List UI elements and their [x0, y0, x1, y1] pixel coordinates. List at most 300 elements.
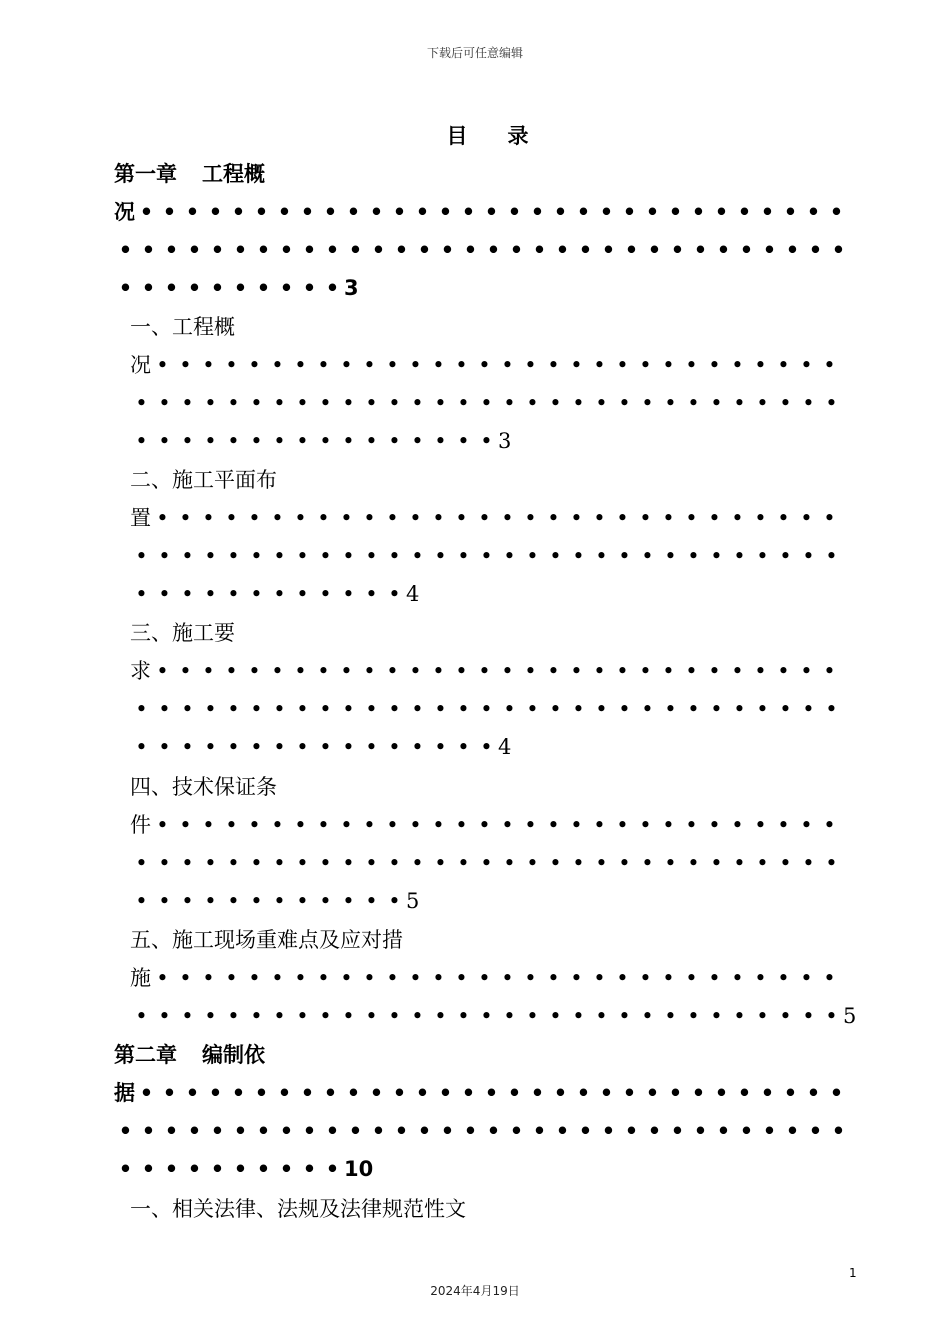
leader-dot: •	[340, 353, 353, 377]
leader-dot: •	[455, 813, 468, 837]
leader-dot: •	[432, 659, 445, 683]
leader-dot: •	[549, 391, 562, 415]
toc-chapter-2-heading[interactable]	[114, 1036, 265, 1074]
leader-dot: •	[641, 697, 654, 721]
leader-dot: •	[363, 659, 376, 683]
leader-dot: •	[273, 697, 286, 721]
leader-dot: •	[208, 1081, 223, 1105]
leader-dot: •	[409, 506, 422, 530]
leader-dot: •	[530, 200, 545, 224]
leader-dot: •	[135, 582, 148, 606]
leader-dot: •	[662, 813, 675, 837]
toc-section-1-heading[interactable]	[130, 308, 235, 346]
toc-section-4-leader-1[interactable]	[130, 806, 841, 844]
leader-dot: •	[204, 697, 217, 721]
leader-dot: •	[480, 544, 493, 568]
leader-dot: •	[273, 582, 286, 606]
leader-dot: •	[248, 659, 261, 683]
leader-dot: •	[618, 391, 631, 415]
leader-dot: •	[181, 429, 194, 453]
leader-dot: •	[388, 1004, 401, 1028]
leader-dot: •	[779, 391, 792, 415]
toc-chapter-1-heading[interactable]	[114, 155, 265, 193]
leader-dot: •	[388, 544, 401, 568]
toc-chapter-1-leader-1[interactable]	[114, 193, 848, 231]
leader-dot: •	[779, 1004, 792, 1028]
leader-dot: •	[641, 544, 654, 568]
leader-dot: •	[179, 506, 192, 530]
leader-dot: •	[210, 238, 225, 262]
leader-dot: •	[478, 659, 491, 683]
leader-dot: •	[595, 1004, 608, 1028]
leader-dot: •	[685, 353, 698, 377]
leader-dot: •	[731, 353, 744, 377]
leader-dot: •	[204, 429, 217, 453]
leader-dot: •	[434, 735, 447, 759]
leader-dot: •	[716, 238, 731, 262]
leader-dot: •	[164, 1157, 179, 1181]
leader-dot: •	[185, 1081, 200, 1105]
leader-dot: •	[693, 238, 708, 262]
leader-dot: •	[135, 851, 148, 875]
leader-dot: •	[248, 813, 261, 837]
leader-dot: •	[553, 200, 568, 224]
leader-dot: •	[256, 1119, 271, 1143]
leader-dot: •	[733, 391, 746, 415]
leader-dot: •	[599, 1081, 614, 1105]
leader-dot: •	[825, 697, 838, 721]
leader-dot: •	[691, 1081, 706, 1105]
leader-dot: •	[411, 391, 424, 415]
leader-dot: •	[365, 429, 378, 453]
leader-dot: •	[181, 851, 194, 875]
leader-dot: •	[294, 506, 307, 530]
leader-dot: •	[708, 659, 721, 683]
leader-dot: •	[141, 1157, 156, 1181]
leader-dot: •	[369, 1081, 384, 1105]
leader-dot: •	[622, 200, 637, 224]
toc-chapter-1-leader-2	[114, 231, 850, 269]
leader-dot: •	[273, 391, 286, 415]
leader-dot: •	[480, 391, 493, 415]
leader-dot: •	[210, 1157, 225, 1181]
leader-dot: •	[501, 659, 514, 683]
leader-dot: •	[599, 200, 614, 224]
leader-dot: •	[572, 1004, 585, 1028]
leader-dot: •	[645, 200, 660, 224]
leader-dot: •	[756, 391, 769, 415]
leader-dot: •	[618, 851, 631, 875]
leader-dot: •	[555, 238, 570, 262]
leader-dot: •	[227, 1004, 240, 1028]
leader-dot: •	[691, 200, 706, 224]
leader-dot: •	[118, 1119, 133, 1143]
leader-dot: •	[319, 851, 332, 875]
leader-dot: •	[507, 1081, 522, 1105]
chapter-2-title: 编制依	[202, 1043, 265, 1067]
leader-dot: •	[687, 544, 700, 568]
leader-dot: •	[480, 697, 493, 721]
leader-dot: •	[365, 1004, 378, 1028]
leader-dot: •	[693, 1119, 708, 1143]
leader-dot: •	[135, 544, 148, 568]
leader-dot: •	[662, 966, 675, 990]
leader-dot: •	[254, 200, 269, 224]
leader-dot: •	[777, 659, 790, 683]
toc-section-2-leader-2	[130, 537, 843, 575]
leader-dot: •	[432, 813, 445, 837]
leader-dot: •	[342, 697, 355, 721]
leader-dot: •	[595, 544, 608, 568]
leader-dot: •	[250, 429, 263, 453]
leader-dot: •	[139, 1081, 154, 1105]
section-5-label: 五、施工现场重难点及应对措	[130, 928, 403, 952]
leader-dot: •	[365, 851, 378, 875]
toc-section-1-leader-2	[130, 384, 843, 422]
leader-dot: •	[325, 276, 340, 300]
leader-dot: •	[256, 238, 271, 262]
leader-dot: •	[714, 1081, 729, 1105]
section-5-title-end: 施	[130, 966, 151, 990]
leader-dot: •	[823, 659, 836, 683]
leader-dot: •	[731, 659, 744, 683]
leader-dot: •	[296, 697, 309, 721]
leader-dot: •	[463, 1119, 478, 1143]
section-4-page: 5	[406, 889, 420, 913]
leader-dot: •	[779, 544, 792, 568]
chapter-1-page: 3	[344, 276, 359, 300]
leader-dot: •	[779, 851, 792, 875]
leader-dot: •	[346, 200, 361, 224]
leader-dot: •	[639, 966, 652, 990]
leader-dot: •	[141, 1119, 156, 1143]
leader-dot: •	[624, 1119, 639, 1143]
leader-dot: •	[601, 238, 616, 262]
leader-dot: •	[233, 276, 248, 300]
dot-leader	[130, 851, 843, 875]
leader-dot: •	[409, 966, 422, 990]
leader-dot: •	[806, 200, 821, 224]
leader-dot: •	[227, 429, 240, 453]
leader-dot: •	[179, 353, 192, 377]
leader-dot: •	[118, 1157, 133, 1181]
leader-dot: •	[187, 276, 202, 300]
leader-dot: •	[135, 697, 148, 721]
leader-dot: •	[762, 1119, 777, 1143]
leader-dot: •	[187, 238, 202, 262]
leader-dot: •	[670, 238, 685, 262]
leader-dot: •	[455, 506, 468, 530]
toc-section-5-leader-1[interactable]	[130, 959, 841, 997]
leader-dot: •	[227, 391, 240, 415]
dot-leader	[130, 889, 406, 913]
leader-dot: •	[687, 697, 700, 721]
leader-dot: •	[532, 238, 547, 262]
leader-dot: •	[570, 506, 583, 530]
leader-dot: •	[139, 200, 154, 224]
leader-dot: •	[371, 238, 386, 262]
leader-dot: •	[434, 1004, 447, 1028]
leader-dot: •	[576, 1081, 591, 1105]
leader-dot: •	[478, 813, 491, 837]
leader-dot: •	[179, 659, 192, 683]
leader-dot: •	[156, 813, 169, 837]
section-1-page: 3	[498, 429, 512, 453]
leader-dot: •	[411, 429, 424, 453]
dot-leader	[135, 200, 848, 224]
leader-dot: •	[302, 238, 317, 262]
leader-dot: •	[685, 966, 698, 990]
leader-dot: •	[434, 697, 447, 721]
leader-dot: •	[204, 582, 217, 606]
toc-section-2-heading[interactable]	[130, 461, 277, 499]
leader-dot: •	[271, 966, 284, 990]
leader-dot: •	[478, 506, 491, 530]
leader-dot: •	[296, 889, 309, 913]
leader-dot: •	[616, 353, 629, 377]
leader-dot: •	[271, 353, 284, 377]
leader-dot: •	[434, 544, 447, 568]
leader-dot: •	[365, 697, 378, 721]
leader-dot: •	[158, 697, 171, 721]
toc-chapter-2-leader-3	[114, 1150, 373, 1188]
page-footer-date: 2024年4月19日	[430, 1284, 520, 1298]
leader-dot: •	[484, 1081, 499, 1105]
leader-dot: •	[549, 1004, 562, 1028]
leader-dot: •	[158, 889, 171, 913]
leader-dot: •	[279, 276, 294, 300]
leader-dot: •	[204, 544, 217, 568]
toc-section-1-leader-1[interactable]	[130, 346, 841, 384]
leader-dot: •	[733, 851, 746, 875]
leader-dot: •	[162, 1081, 177, 1105]
leader-dot: •	[785, 1119, 800, 1143]
leader-dot: •	[248, 506, 261, 530]
leader-dot: •	[624, 238, 639, 262]
leader-dot: •	[340, 659, 353, 683]
leader-dot: •	[668, 200, 683, 224]
leader-dot: •	[461, 200, 476, 224]
leader-dot: •	[225, 966, 238, 990]
leader-dot: •	[754, 506, 767, 530]
leader-dot: •	[664, 544, 677, 568]
leader-dot: •	[417, 238, 432, 262]
leader-dot: •	[664, 851, 677, 875]
leader-dot: •	[509, 238, 524, 262]
section-3-page: 4	[498, 735, 512, 759]
leader-dot: •	[641, 1004, 654, 1028]
leader-dot: •	[225, 353, 238, 377]
leader-dot: •	[388, 429, 401, 453]
leader-dot: •	[415, 1081, 430, 1105]
leader-dot: •	[135, 735, 148, 759]
leader-dot: •	[181, 735, 194, 759]
leader-dot: •	[570, 966, 583, 990]
leader-dot: •	[342, 429, 355, 453]
leader-dot: •	[181, 1004, 194, 1028]
leader-dot: •	[733, 1004, 746, 1028]
leader-dot: •	[135, 1004, 148, 1028]
leader-dot: •	[457, 544, 470, 568]
leader-dot: •	[601, 1119, 616, 1143]
toc-section-6-heading[interactable]	[130, 1190, 466, 1228]
leader-dot: •	[503, 391, 516, 415]
leader-dot: •	[227, 544, 240, 568]
toc-section-2-leader-1[interactable]	[130, 499, 841, 537]
toc-section-5-leader-2	[130, 997, 856, 1035]
leader-dot: •	[570, 813, 583, 837]
leader-dot: •	[317, 813, 330, 837]
leader-dot: •	[547, 353, 560, 377]
leader-dot: •	[386, 353, 399, 377]
leader-dot: •	[342, 582, 355, 606]
leader-dot: •	[739, 238, 754, 262]
leader-dot: •	[225, 813, 238, 837]
leader-dot: •	[733, 697, 746, 721]
leader-dot: •	[158, 851, 171, 875]
leader-dot: •	[250, 544, 263, 568]
leader-dot: •	[204, 889, 217, 913]
toc-section-3-leader-3	[130, 728, 511, 766]
leader-dot: •	[202, 813, 215, 837]
leader-dot: •	[639, 659, 652, 683]
leader-dot: •	[710, 391, 723, 415]
leader-dot: •	[503, 1004, 516, 1028]
leader-dot: •	[593, 966, 606, 990]
leader-dot: •	[273, 735, 286, 759]
leader-dot: •	[754, 353, 767, 377]
leader-dot: •	[524, 966, 537, 990]
leader-dot: •	[158, 1004, 171, 1028]
leader-dot: •	[273, 851, 286, 875]
leader-dot: •	[277, 200, 292, 224]
leader-dot: •	[365, 735, 378, 759]
toc-section-3-heading[interactable]	[130, 614, 235, 652]
leader-dot: •	[296, 735, 309, 759]
leader-dot: •	[185, 200, 200, 224]
leader-dot: •	[233, 1119, 248, 1143]
leader-dot: •	[662, 659, 675, 683]
leader-dot: •	[158, 391, 171, 415]
leader-dot: •	[739, 1119, 754, 1143]
leader-dot: •	[618, 544, 631, 568]
leader-dot: •	[685, 813, 698, 837]
leader-dot: •	[478, 966, 491, 990]
leader-dot: •	[480, 429, 493, 453]
leader-dot: •	[363, 966, 376, 990]
leader-dot: •	[388, 851, 401, 875]
toc-chapter-2-leader-1[interactable]	[114, 1074, 848, 1112]
leader-dot: •	[777, 966, 790, 990]
leader-dot: •	[503, 851, 516, 875]
leader-dot: •	[179, 966, 192, 990]
toc-section-3-leader-1[interactable]	[130, 652, 841, 690]
dot-leader	[114, 238, 850, 262]
leader-dot: •	[664, 697, 677, 721]
leader-dot: •	[319, 735, 332, 759]
leader-dot: •	[578, 238, 593, 262]
leader-dot: •	[392, 200, 407, 224]
leader-dot: •	[409, 353, 422, 377]
leader-dot: •	[647, 1119, 662, 1143]
leader-dot: •	[254, 1081, 269, 1105]
leader-dot: •	[231, 200, 246, 224]
leader-dot: •	[348, 1119, 363, 1143]
leader-dot: •	[570, 353, 583, 377]
leader-dot: •	[227, 697, 240, 721]
toc-section-4-heading[interactable]	[130, 768, 277, 806]
leader-dot: •	[457, 735, 470, 759]
leader-dot: •	[365, 889, 378, 913]
leader-dot: •	[296, 582, 309, 606]
leader-dot: •	[294, 966, 307, 990]
dot-leader	[114, 1119, 850, 1143]
leader-dot: •	[825, 851, 838, 875]
leader-dot: •	[595, 697, 608, 721]
dot-leader	[114, 276, 344, 300]
leader-dot: •	[455, 966, 468, 990]
leader-dot: •	[273, 429, 286, 453]
leader-dot: •	[710, 1004, 723, 1028]
leader-dot: •	[317, 659, 330, 683]
leader-dot: •	[273, 544, 286, 568]
leader-dot: •	[716, 1119, 731, 1143]
leader-dot: •	[340, 966, 353, 990]
leader-dot: •	[227, 889, 240, 913]
leader-dot: •	[526, 544, 539, 568]
leader-dot: •	[158, 735, 171, 759]
leader-dot: •	[325, 1157, 340, 1181]
leader-dot: •	[296, 544, 309, 568]
leader-dot: •	[271, 506, 284, 530]
leader-dot: •	[595, 391, 608, 415]
leader-dot: •	[754, 813, 767, 837]
leader-dot: •	[808, 1119, 823, 1143]
leader-dot: •	[317, 353, 330, 377]
leader-dot: •	[250, 391, 263, 415]
leader-dot: •	[639, 813, 652, 837]
leader-dot: •	[181, 391, 194, 415]
leader-dot: •	[394, 238, 409, 262]
chapter-1-title: 工程概	[202, 162, 265, 186]
leader-dot: •	[664, 1004, 677, 1028]
leader-dot: •	[411, 697, 424, 721]
leader-dot: •	[829, 1081, 844, 1105]
leader-dot: •	[279, 1157, 294, 1181]
section-5-page: 5	[843, 1004, 857, 1028]
leader-dot: •	[777, 506, 790, 530]
chapter-2-page: 10	[344, 1157, 374, 1181]
page-number: 1	[849, 1266, 857, 1280]
leader-dot: •	[616, 659, 629, 683]
leader-dot: •	[501, 813, 514, 837]
section-1-title-end: 况	[130, 353, 151, 377]
leader-dot: •	[342, 544, 355, 568]
toc-chapter-1-leader-3	[114, 269, 359, 307]
leader-dot: •	[438, 200, 453, 224]
leader-dot: •	[210, 1119, 225, 1143]
chapter-1-title-end: 况	[114, 200, 135, 224]
leader-dot: •	[708, 813, 721, 837]
toc-section-5-heading[interactable]	[130, 921, 403, 959]
section-2-title-end: 置	[130, 506, 151, 530]
leader-dot: •	[250, 582, 263, 606]
leader-dot: •	[503, 544, 516, 568]
leader-dot: •	[392, 1081, 407, 1105]
leader-dot: •	[532, 1119, 547, 1143]
leader-dot: •	[524, 813, 537, 837]
section-2-page: 4	[406, 582, 420, 606]
